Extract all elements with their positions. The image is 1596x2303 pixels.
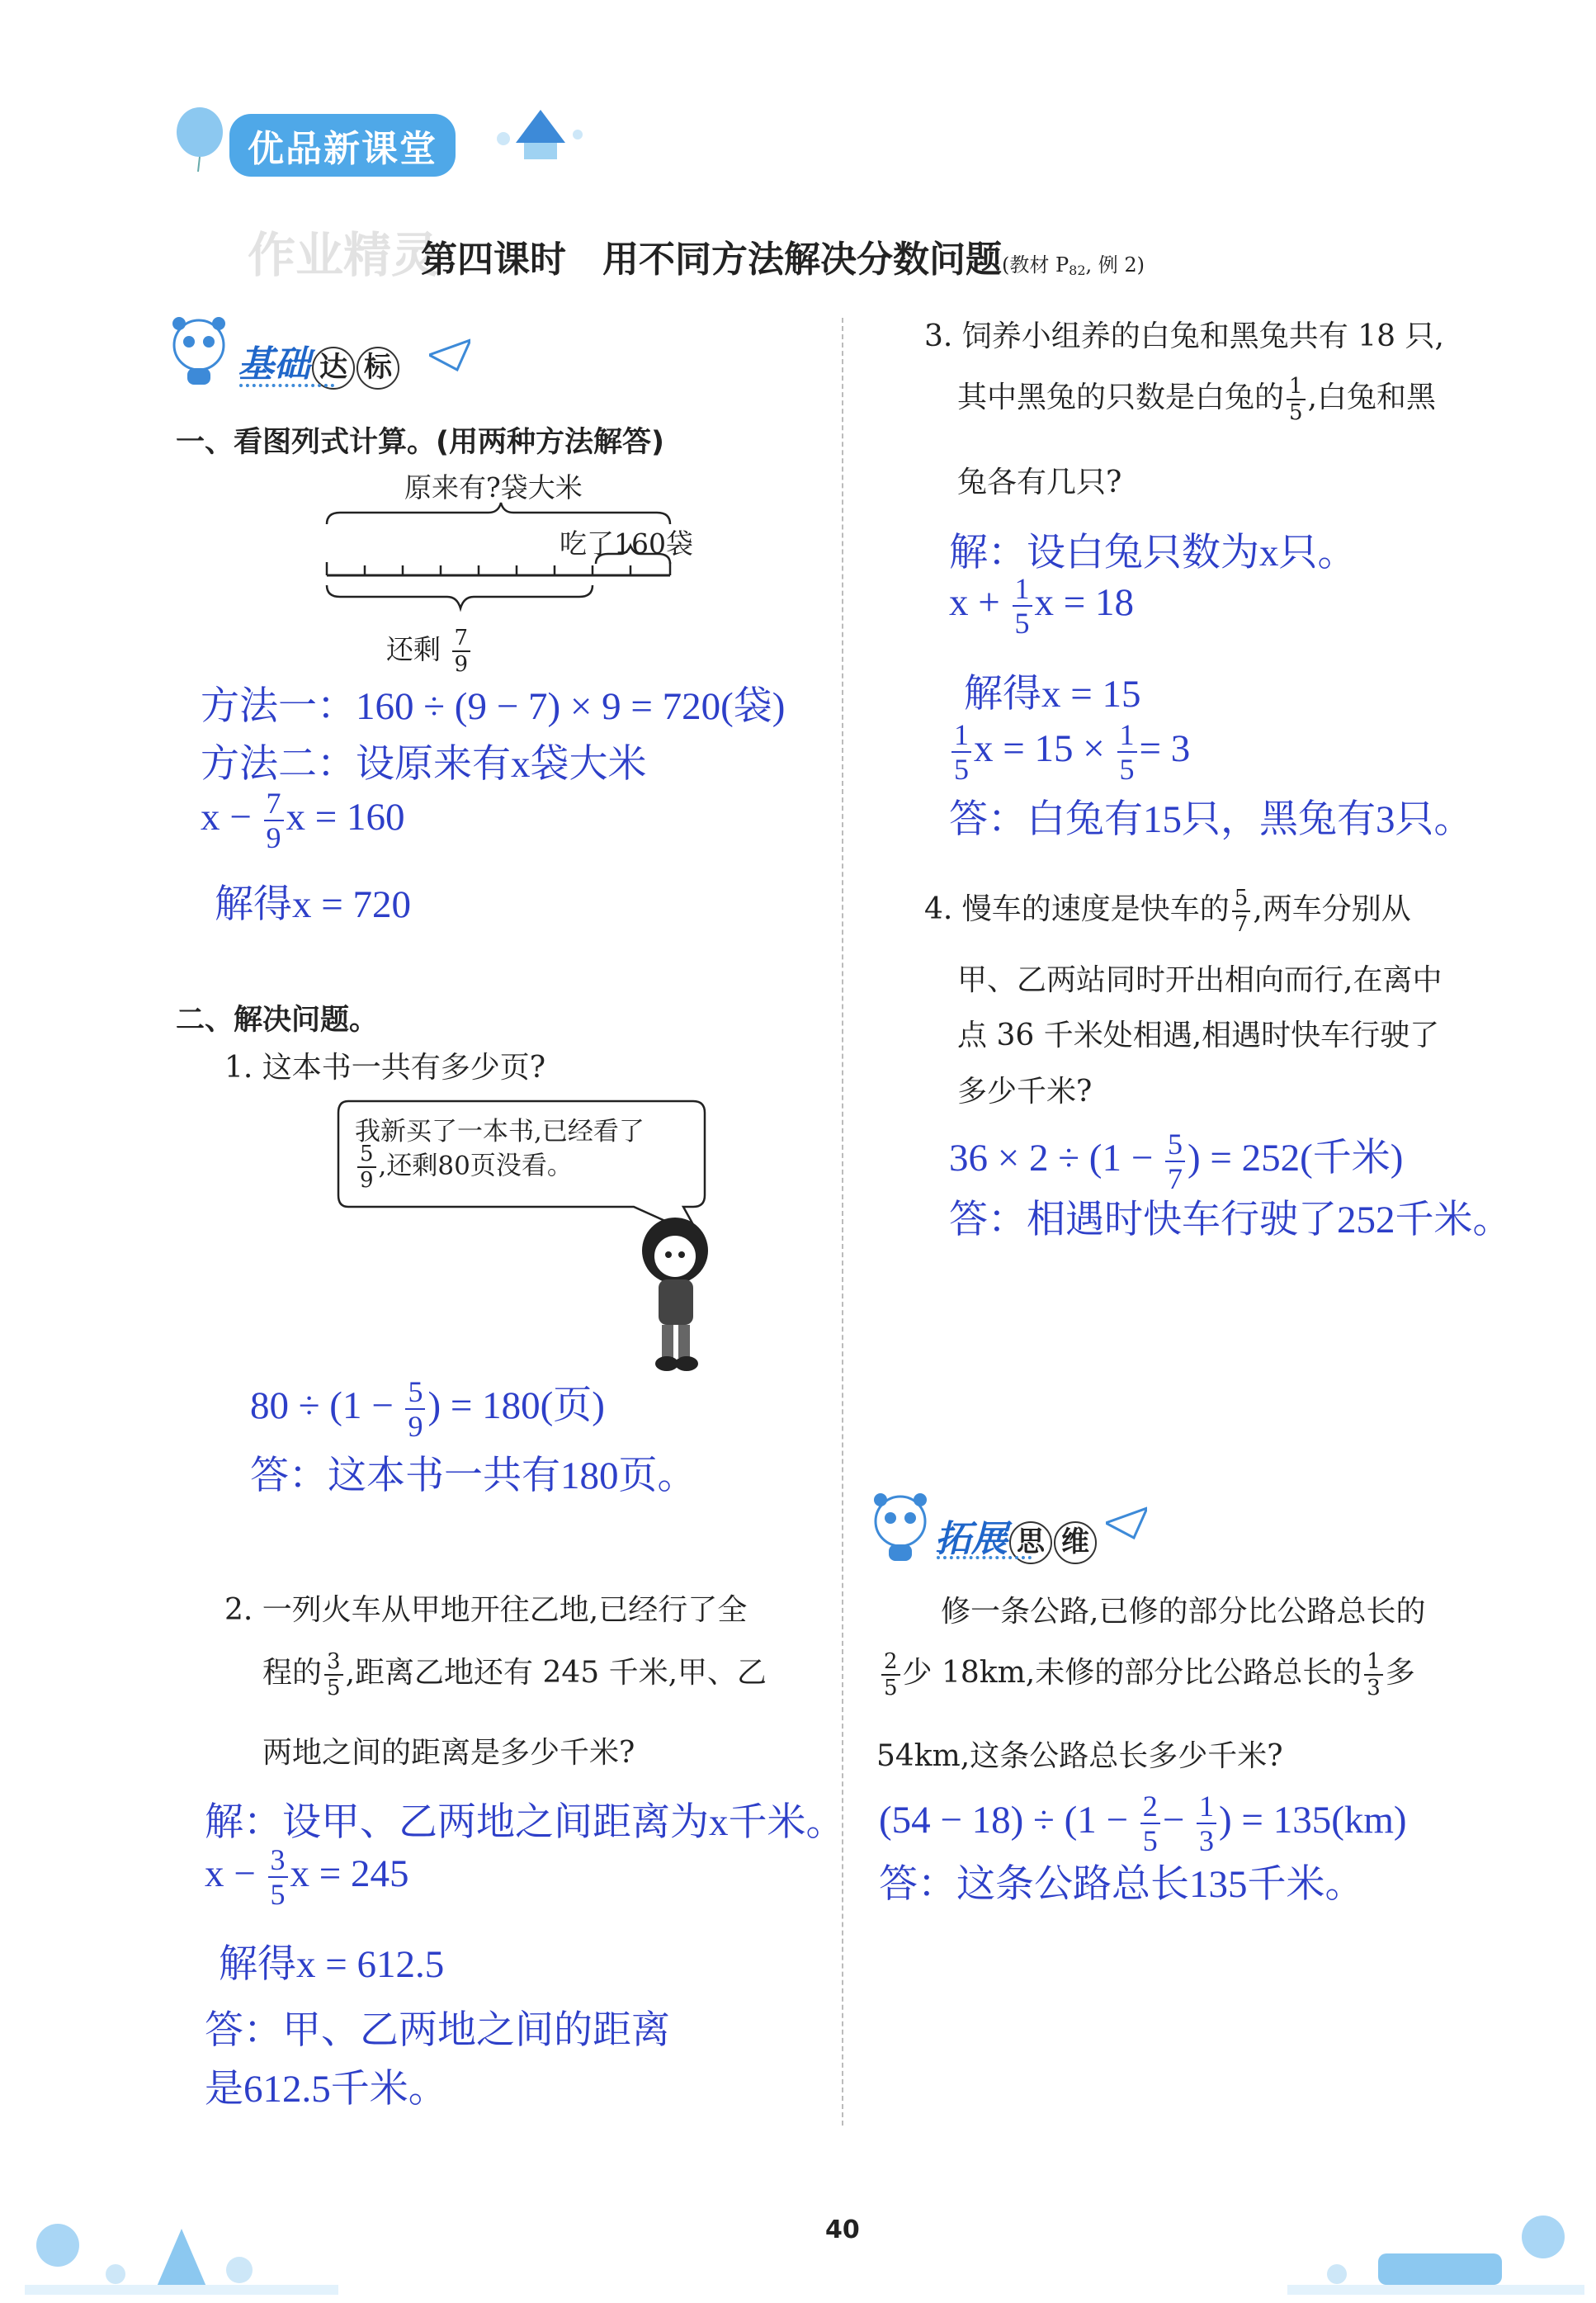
badge-dots-2 (937, 1556, 1032, 1559)
q4-line1 (924, 887, 1411, 935)
lesson-ref-page: 82 (1069, 262, 1086, 279)
paper-plane-icon-2 (1106, 1506, 1147, 1543)
frac-den: 7 (1234, 912, 1249, 937)
diagram-top-brace (327, 503, 670, 524)
frac-num: 2 (1140, 1791, 1160, 1824)
q3-fraction (1287, 376, 1306, 423)
q4-answer-line2: 答：相遇时快车行驶了252千米。 (949, 1199, 1512, 1241)
frac-num: 5 (1165, 1129, 1185, 1162)
q2-answer-line4: 答：甲、乙两地之间的距离 (205, 2009, 670, 2052)
basic-badge-char2: 标 (357, 347, 399, 390)
q3-answer-line4 (949, 720, 1190, 784)
q3-answer-line1: 解：设白兔只数为x只。 (949, 532, 1357, 575)
q3-answer-line2 (949, 574, 1134, 638)
ext-a1-fraction2 (1197, 1791, 1216, 1856)
s1-a3-fraction (264, 788, 284, 853)
q2-answer-line2 (205, 1845, 409, 1909)
extend-badge-main: 拓展 (935, 1518, 1008, 1560)
frac-den: 5 (1014, 607, 1030, 640)
s1-a3-right: x = 160 (286, 795, 405, 839)
q2-answer-line5: 是612.5千米。 (205, 2068, 447, 2111)
q3-answer-line5: 答：白兔有15只，黑兔有3只。 (949, 798, 1473, 841)
q3-line1: 3. 饲养小组养的白兔和黑兔共有 18 只, (924, 319, 1444, 353)
watermark: 作业精灵 (248, 227, 440, 283)
bubble-line1: 我新买了一本书,已经看了 (355, 1117, 645, 1147)
q4-line2: 甲、乙两站同时开出相向而行,在离中 (957, 963, 1443, 997)
q2-answer-line3: 解得x = 612.5 (219, 1943, 445, 1986)
basic-badge-char1: 达 (312, 347, 355, 390)
frac-num: 1 (951, 720, 971, 753)
s1-answer-line4: 解得x = 720 (215, 883, 412, 926)
diagram-eaten-label: 吃了160袋 (560, 527, 693, 560)
frac-num: 1 (1287, 376, 1306, 400)
q3-line2 (957, 376, 1436, 423)
q4-l1-left: 4. 慢车的速度是快车的 (924, 892, 1230, 926)
ext-l2-mid: 少 18km,未修的部分比公路总长的 (902, 1656, 1362, 1690)
q1-a1-left: 80 ÷ (1 − (250, 1384, 394, 1427)
bubble-fraction (357, 1143, 376, 1191)
bubble-line2 (355, 1143, 573, 1191)
footer-decoration-left (25, 2196, 338, 2298)
q4-line4: 多少千米? (957, 1075, 1093, 1109)
ext-answer-line2: 答：这条公路总长135千米。 (879, 1863, 1364, 1906)
frac-num: 1 (1197, 1791, 1216, 1824)
q4-fraction (1232, 887, 1251, 935)
q2-a2-fraction (268, 1845, 288, 1909)
q3-l2-left: 其中黑兔的只数是白兔的 (957, 381, 1285, 414)
ext-a1-minus: − (1162, 1798, 1185, 1842)
q3-a4-right: = 3 (1139, 726, 1191, 770)
ext-a1-fraction1 (1140, 1791, 1160, 1856)
bubble-line2-text: ,还剩80页没看。 (378, 1151, 573, 1181)
frac-den: 9 (454, 652, 469, 677)
frac-den: 5 (954, 753, 969, 786)
page-number: 40 (825, 2216, 860, 2244)
brand-title: 优品新课堂 (229, 114, 456, 177)
q4-line3: 点 36 千米处相遇,相遇时快车行驶了 (957, 1019, 1440, 1052)
q2-line1: 2. 一列火车从甲地开往乙地,已经行了全 (224, 1593, 748, 1627)
frac-den: 5 (1119, 753, 1135, 786)
diagram-ticks (327, 562, 670, 575)
q2-a2-right: x = 245 (290, 1851, 409, 1895)
ext-answer-line1 (879, 1791, 1407, 1856)
frac-num: 3 (268, 1845, 288, 1878)
frac-den: 5 (1142, 1824, 1158, 1857)
frac-num: 2 (881, 1651, 900, 1676)
frac-den: 9 (360, 1168, 374, 1193)
q2-a2-left: x − (205, 1851, 256, 1895)
lesson-ref-example: , 例 2) (1085, 253, 1145, 277)
frac-den: 5 (327, 1676, 341, 1700)
q2-l2-left: 程的 (262, 1656, 323, 1690)
diagram-remain-brace (327, 585, 593, 608)
q1-answer-line2: 答：这本书一共有180页。 (250, 1454, 696, 1497)
q4-l1-right: ,两车分别从 (1253, 892, 1411, 926)
q4-a1-left: 36 × 2 ÷ (1 − (949, 1137, 1154, 1180)
q3-a2-fraction (1013, 574, 1032, 638)
q3-a4-mid: x = 15 × (974, 726, 1105, 770)
diagram-remain-text: 还剩 (386, 633, 441, 665)
s1-answer-line1: 方法一：160 ÷ (9 − 7) × 9 = 720(袋) (201, 685, 786, 728)
q2-line2 (262, 1651, 767, 1699)
diagram-remain-fraction (452, 627, 471, 675)
basic-badge (238, 334, 399, 390)
q1-a1-fraction (405, 1375, 425, 1444)
s1-answer-line2: 方法二：设原来有x袋大米 (201, 743, 647, 786)
q2-line3: 两地之间的距离是多少千米? (262, 1736, 635, 1770)
bag-diagram (323, 499, 678, 631)
frac-den: 5 (884, 1676, 898, 1700)
column-divider (842, 318, 843, 2126)
frac-den: 5 (1289, 400, 1303, 425)
frac-den: 3 (1367, 1676, 1381, 1700)
basic-badge-main: 基础 (238, 343, 310, 385)
house-icon (491, 106, 590, 167)
frac-den: 7 (1167, 1162, 1183, 1196)
q3-a2-left: x + (949, 580, 1000, 624)
diagram-remain-label (386, 627, 473, 675)
panda-icon-2 (871, 1490, 933, 1568)
q2-l2-right: ,距离乙地还有 245 千米,甲、乙 (345, 1656, 767, 1690)
ext-line3: 54km,这条公路总长多少千米? (876, 1739, 1283, 1773)
lesson-title-text: 第四课时 用不同方法解决分数问题 (421, 239, 1002, 281)
girl-illustration (627, 1213, 726, 1382)
frac-den: 3 (1199, 1824, 1215, 1857)
extend-badge-char1: 思 (1009, 1521, 1052, 1564)
section1-title: 一、看图列式计算。(用两种方法解答) (176, 426, 664, 459)
frac-den: 5 (270, 1878, 286, 1911)
q2-fraction (324, 1651, 343, 1699)
paper-plane-icon (429, 338, 470, 375)
frac-num: 5 (405, 1377, 425, 1410)
frac-num: 1 (1013, 574, 1032, 607)
section2-title: 二、解决问题。 (176, 1004, 379, 1037)
q3-a4-fraction1 (951, 720, 971, 784)
ext-a1-right: ) = 135(km) (1219, 1798, 1407, 1842)
q1-answer-line1 (250, 1374, 605, 1444)
s1-a3-left: x − (201, 795, 252, 839)
diagram-top-label: 原来有?袋大米 (404, 471, 583, 504)
extend-badge-char2: 维 (1054, 1521, 1097, 1564)
q4-a1-right: ) = 252(千米) (1187, 1137, 1404, 1180)
s1-answer-line3 (201, 788, 405, 853)
q3-l2-right: ,白兔和黑 (1307, 381, 1437, 414)
ext-l2-right: 多 (1385, 1656, 1415, 1690)
q4-answer-line1 (949, 1127, 1403, 1194)
frac-num: 5 (1232, 887, 1251, 912)
frac-num: 1 (1364, 1651, 1383, 1676)
panda-icon (169, 314, 231, 391)
frac-num: 7 (264, 788, 284, 821)
q4-a1-fraction (1165, 1129, 1185, 1194)
lesson-title (421, 229, 1145, 282)
ext-a1-left: (54 − 18) ÷ (1 − (879, 1798, 1129, 1842)
q1-text: 1. 这本书一共有多少页? (224, 1051, 546, 1085)
q3-line3: 兔各有几只? (957, 466, 1122, 499)
ext-fraction1 (881, 1651, 900, 1699)
q3-a4-fraction2 (1117, 720, 1137, 784)
badge-dots (239, 384, 334, 387)
q1-a1-right: ) = 180(页) (427, 1384, 605, 1427)
q3-answer-line3: 解得x = 15 (964, 673, 1141, 716)
q2-answer-line1: 解：设甲、乙两地之间距离为x千米。 (205, 1801, 845, 1844)
frac-den: 9 (266, 821, 281, 854)
lesson-ref: (教材 P (1002, 253, 1070, 277)
footer-decoration-right (1287, 2196, 1584, 2298)
frac-den: 9 (408, 1410, 423, 1444)
frac-num: 3 (324, 1651, 343, 1676)
ext-line1: 修一条公路,已修的部分比公路总长的 (941, 1595, 1426, 1629)
frac-num: 1 (1117, 720, 1137, 753)
header-balloon-icon (173, 106, 231, 175)
frac-num: 7 (452, 627, 471, 652)
ext-fraction2 (1364, 1651, 1383, 1699)
q3-a2-right: x = 18 (1034, 580, 1135, 624)
frac-num: 5 (357, 1143, 376, 1168)
ext-line2 (879, 1651, 1415, 1699)
